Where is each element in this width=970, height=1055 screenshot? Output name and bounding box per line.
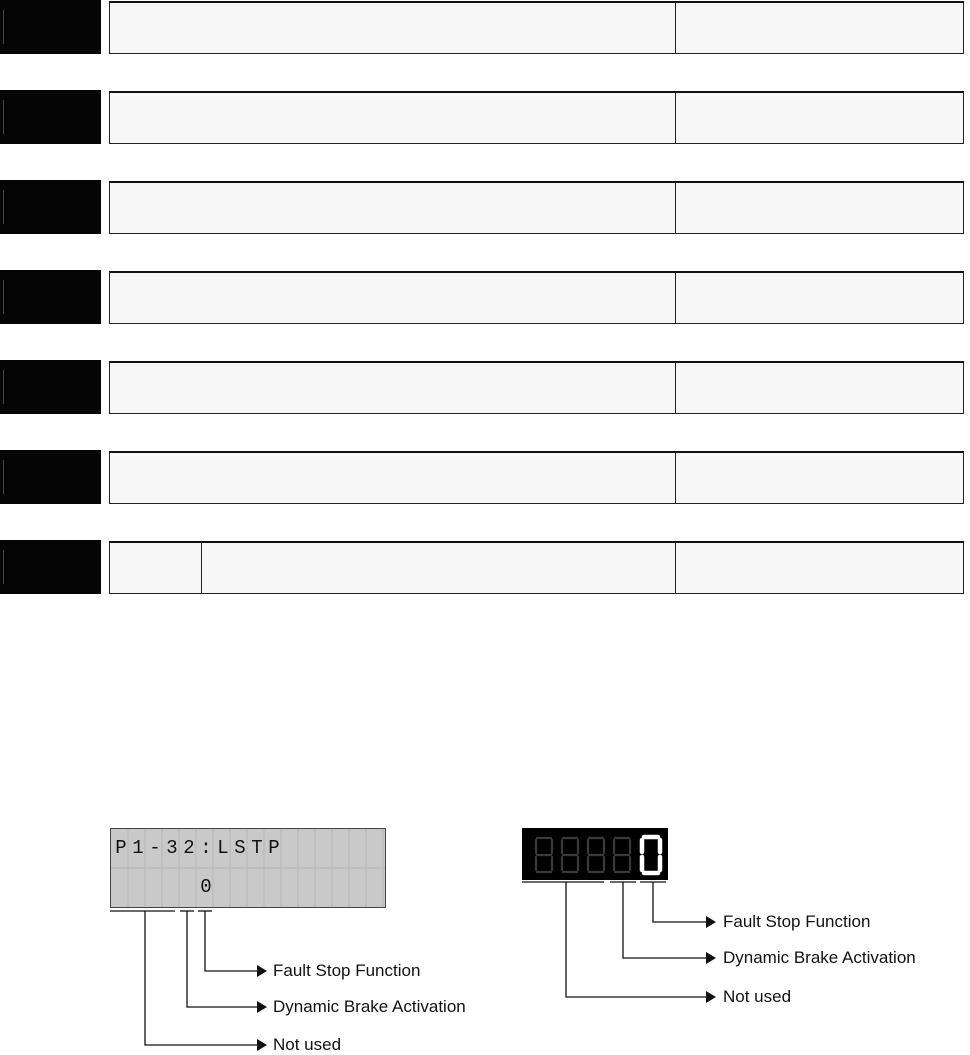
lcd-char: 1 (132, 837, 144, 859)
label-not-used-left: Not used (273, 1035, 342, 1054)
lcd-char: L (217, 837, 229, 859)
label-dynamic-brake-right: Dynamic Brake Activation (723, 948, 916, 967)
lcd-char: T (251, 837, 263, 859)
lcd-char: - (149, 837, 161, 859)
lcd-char: : (200, 837, 212, 859)
lcd-char: P (115, 837, 127, 859)
lcd-char: S (234, 837, 246, 859)
label-dynamic-brake-left: Dynamic Brake Activation (273, 997, 466, 1016)
lcd-value: 0 (200, 876, 212, 898)
label-not-used-right: Not used (723, 987, 792, 1006)
lcd-char: 3 (166, 837, 178, 859)
label-fault-stop-left: Fault Stop Function (273, 961, 421, 980)
lcd-char: P (268, 837, 280, 859)
label-fault-stop-right: Fault Stop Function (723, 912, 871, 931)
lcd-char: 2 (183, 837, 195, 859)
